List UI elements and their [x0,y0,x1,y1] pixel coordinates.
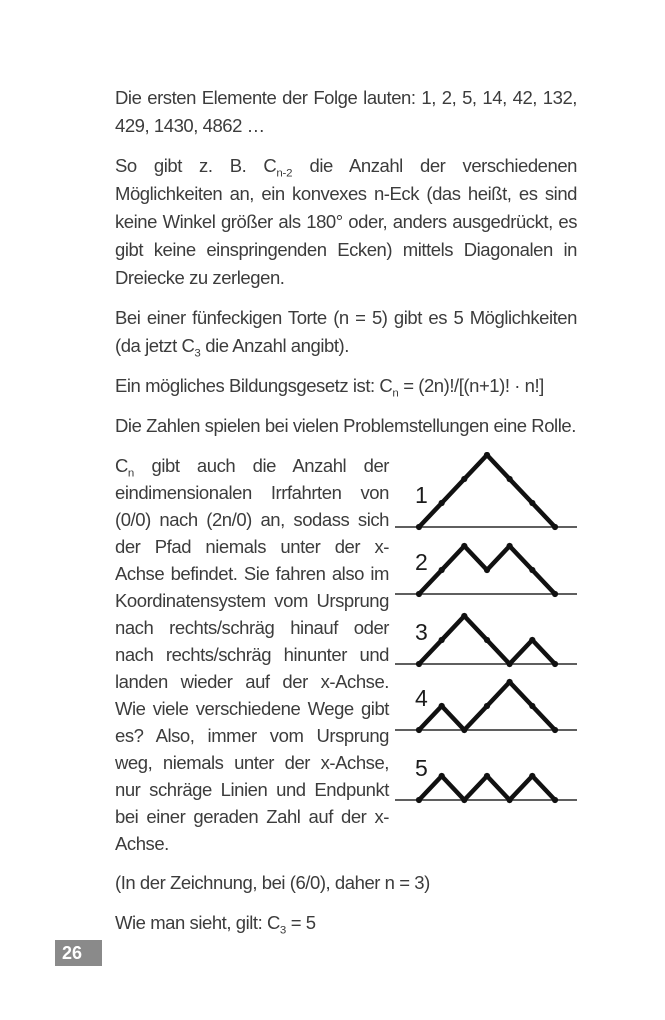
lattice-point-dot [507,543,513,549]
lattice-point-dot [552,661,558,667]
lattice-point-dot [461,727,467,733]
lattice-point-dot [416,661,422,667]
diagram-number-label: 1 [415,482,428,508]
paragraph-formula: Ein mögliches Bildungsgesetz ist: $C_n = (2n)!/[(n+1)$! · n!] [115,375,544,400]
lattice-point-dot [416,797,422,803]
diagram-number-label: 3 [415,619,428,645]
lattice-point-dot [507,476,513,482]
lattice-point-dot [529,500,535,506]
lattice-point-dot [439,637,445,643]
lattice-point-dot [552,524,558,530]
lattice-point-dot [484,567,490,573]
dyck-paths-svg [395,452,577,808]
lattice-point-dot [507,661,513,667]
subscript: 3 [279,924,287,937]
mountain-path [419,455,555,527]
page-content [115,84,577,949]
lattice-point-dot [484,637,490,643]
page-number-badge: 26 [55,940,102,966]
lattice-point-dot [484,452,490,458]
lattice-point-dot [552,727,558,733]
lattice-point-dot [484,773,490,779]
dyck-paths-figure [395,452,577,808]
lattice-point-dot [439,500,445,506]
paragraph-lattice-walks [115,452,577,857]
diagram-number-label: 2 [415,549,428,575]
paragraph-polygon-decomposition: So gibt z. B. $C_{n-2}$ die Anzahl der verschiedenen Möglichkeiten an, ein konvexes n-Eck (das heißt, es sind keine Winkel größer als 180° oder, anders ausgedrückt, es gibt keine einspringenden Ecken) mittels Diagonalen in Dreiecke zu zerlegen. [115,155,578,288]
paragraph-pentagon-cake: Bei einer fünfeckigen Torte (n = 5) gibt es 5 Möglichkeiten (da jetzt $C_3$ die Anzahl angibt). [115,307,577,360]
lattice-point-dot [461,476,467,482]
paragraph-drawing-note: (In der Zeichnung, bei (6/0), daher n = 3) [115,872,430,893]
dyck-path-diagram-4 [395,679,577,733]
lattice-point-dot [529,773,535,779]
dyck-path-diagram-2 [395,543,577,597]
subscript: n-2 [276,167,293,180]
lattice-point-dot [439,773,445,779]
lattice-point-dot [439,567,445,573]
lattice-point-dot [507,679,513,685]
diagram-number-label: 4 [415,685,428,711]
lattice-point-dot [416,524,422,530]
lattice-walks-text: $C_n$ gibt auch die Anzahl der eindimensionalen Irrfahrten von (0/0) nach (2n/0) an, sodass sich der Pfad niemals unter der x-Achse befindet. Sie fahren also im Koordinatensystem vom Ursprung nach rechts/schräg hinauf oder nach rechts/schräg hinunter und landen wieder auf der x-Achse. Wie viele verschiedene Wege gibt es? Also, immer vom Ursprung weg, niemals unter der x-Achse, nur schräge Linien und Endpunkt bei einer geraden Zahl auf der x-Achse. [115,455,389,854]
paragraph-problem-roles: Die Zahlen spielen bei vielen Problemstellungen eine Rolle. [115,415,576,436]
lattice-point-dot [484,703,490,709]
lattice-point-dot [461,613,467,619]
diagram-number-label: 5 [415,755,428,781]
mountain-path [419,776,555,800]
dyck-path-diagram-1 [395,452,577,530]
subscript: 3 [194,347,201,360]
lattice-point-dot [461,543,467,549]
paragraph-sequence-elements: Die ersten Elemente der Folge lauten: 1, 2, 5, 14, 42, 132, 429, 1430, 4862 … [115,87,577,136]
lattice-point-dot [416,591,422,597]
lattice-point-dot [507,797,513,803]
dyck-path-diagram-5 [395,755,577,803]
dyck-path-diagram-3 [395,613,577,667]
lattice-point-dot [529,637,535,643]
lattice-point-dot [439,703,445,709]
lattice-point-dot [529,703,535,709]
lattice-point-dot [529,567,535,573]
subscript: n [392,387,399,400]
subscript: n [127,467,135,480]
lattice-point-dot [552,591,558,597]
lattice-point-dot [416,727,422,733]
lattice-point-dot [461,797,467,803]
lattice-point-dot [552,797,558,803]
paragraph-conclusion: Wie man sieht, gilt: $C_3 = 5$ [115,912,316,937]
